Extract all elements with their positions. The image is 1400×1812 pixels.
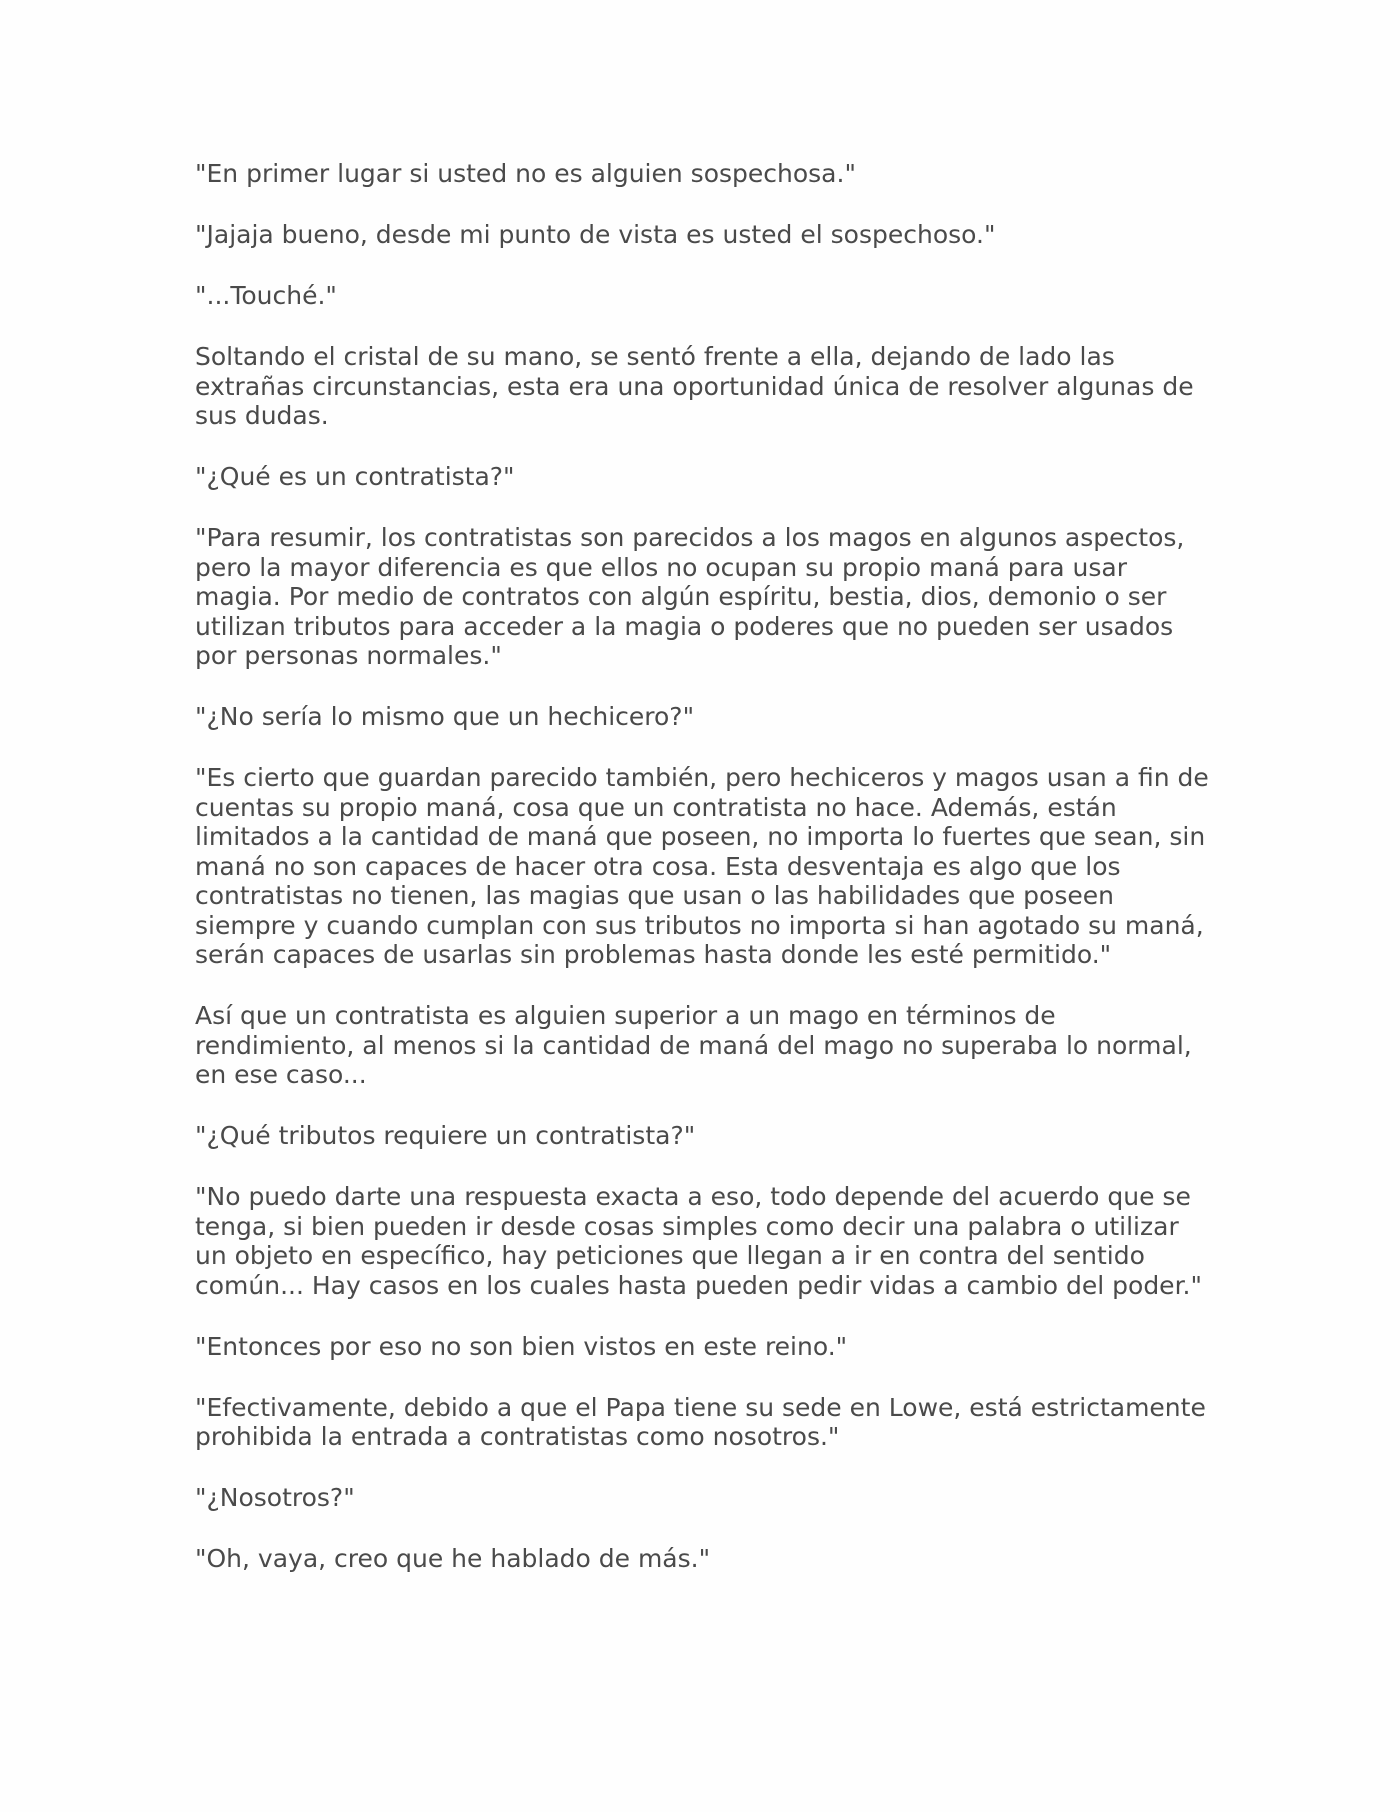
paragraph: Así que un contratista es alguien superior a un mago en términos de rendimiento, al menos si la cantidad de maná del mago no superaba lo normal, en ese caso... xyxy=(195,1001,1192,1089)
paragraph: "Es cierto que guardan parecido también, pero hechiceros y magos usan a fin de cuentas su propio maná, cosa que un contratista no hace. Además, están limitados a la cantidad de maná que poseen, no importa lo fuertes que sean, sin maná no son capaces de hacer otra cosa. Esta desventaja es algo que los contratistas no tienen, las magias que usan o las habilidades que poseen siempre y cuando cumplan con sus tributos no importa si han agotado su maná, serán capaces de usarlas sin problemas hasta donde les esté permitido." xyxy=(195,763,1209,969)
paragraph: "...Touché." xyxy=(195,281,337,310)
paragraph: "Para resumir, los contratistas son parecidos a los magos en algunos aspectos, pero la mayor diferencia es que ellos no ocupan su propio maná para usar magia. Por medio de contratos con algún espíritu, bestia, dios, demonio o ser utilizan tributos para acceder a la magia o poderes que no pueden ser usados por personas normales." xyxy=(195,523,1185,670)
paragraph: "Oh, vaya, creo que he hablado de más." xyxy=(195,1544,711,1573)
paragraph: "¿Qué es un contratista?" xyxy=(195,462,515,491)
paragraph: "¿Qué tributos requiere un contratista?" xyxy=(195,1121,696,1150)
paragraph: "En primer lugar si usted no es alguien sospechosa." xyxy=(195,159,856,188)
document-body xyxy=(195,159,1215,1574)
paragraph: "Entonces por eso no son bien vistos en este reino." xyxy=(195,1331,848,1361)
paragraph: "No puedo darte una respuesta exacta a eso, todo depende del acuerdo que se tenga, si bien pueden ir desde cosas simples como decir una palabra o utilizar un objeto en específico, hay peticiones que llegan a ir en contra del sentido común... Hay casos en los cuales hasta pueden pedir vidas a cambio del poder." xyxy=(195,1182,1202,1300)
paragraph: "Jajaja bueno, desde mi punto de vista es usted el sospechoso." xyxy=(195,220,996,249)
paragraph: Soltando el cristal de su mano, se sentó frente a ella, dejando de lado las extrañas circunstancias, esta era una oportunidad única de resolver algunas de sus dudas. xyxy=(195,342,1194,430)
paragraph: "Efectivamente, debido a que el Papa tiene su sede en Lowe, está estrictamente prohibida la entrada a contratistas como nosotros." xyxy=(195,1392,1206,1451)
paragraph: "¿No sería lo mismo que un hechicero?" xyxy=(195,702,695,731)
paragraph: "¿Nosotros?" xyxy=(195,1483,355,1512)
